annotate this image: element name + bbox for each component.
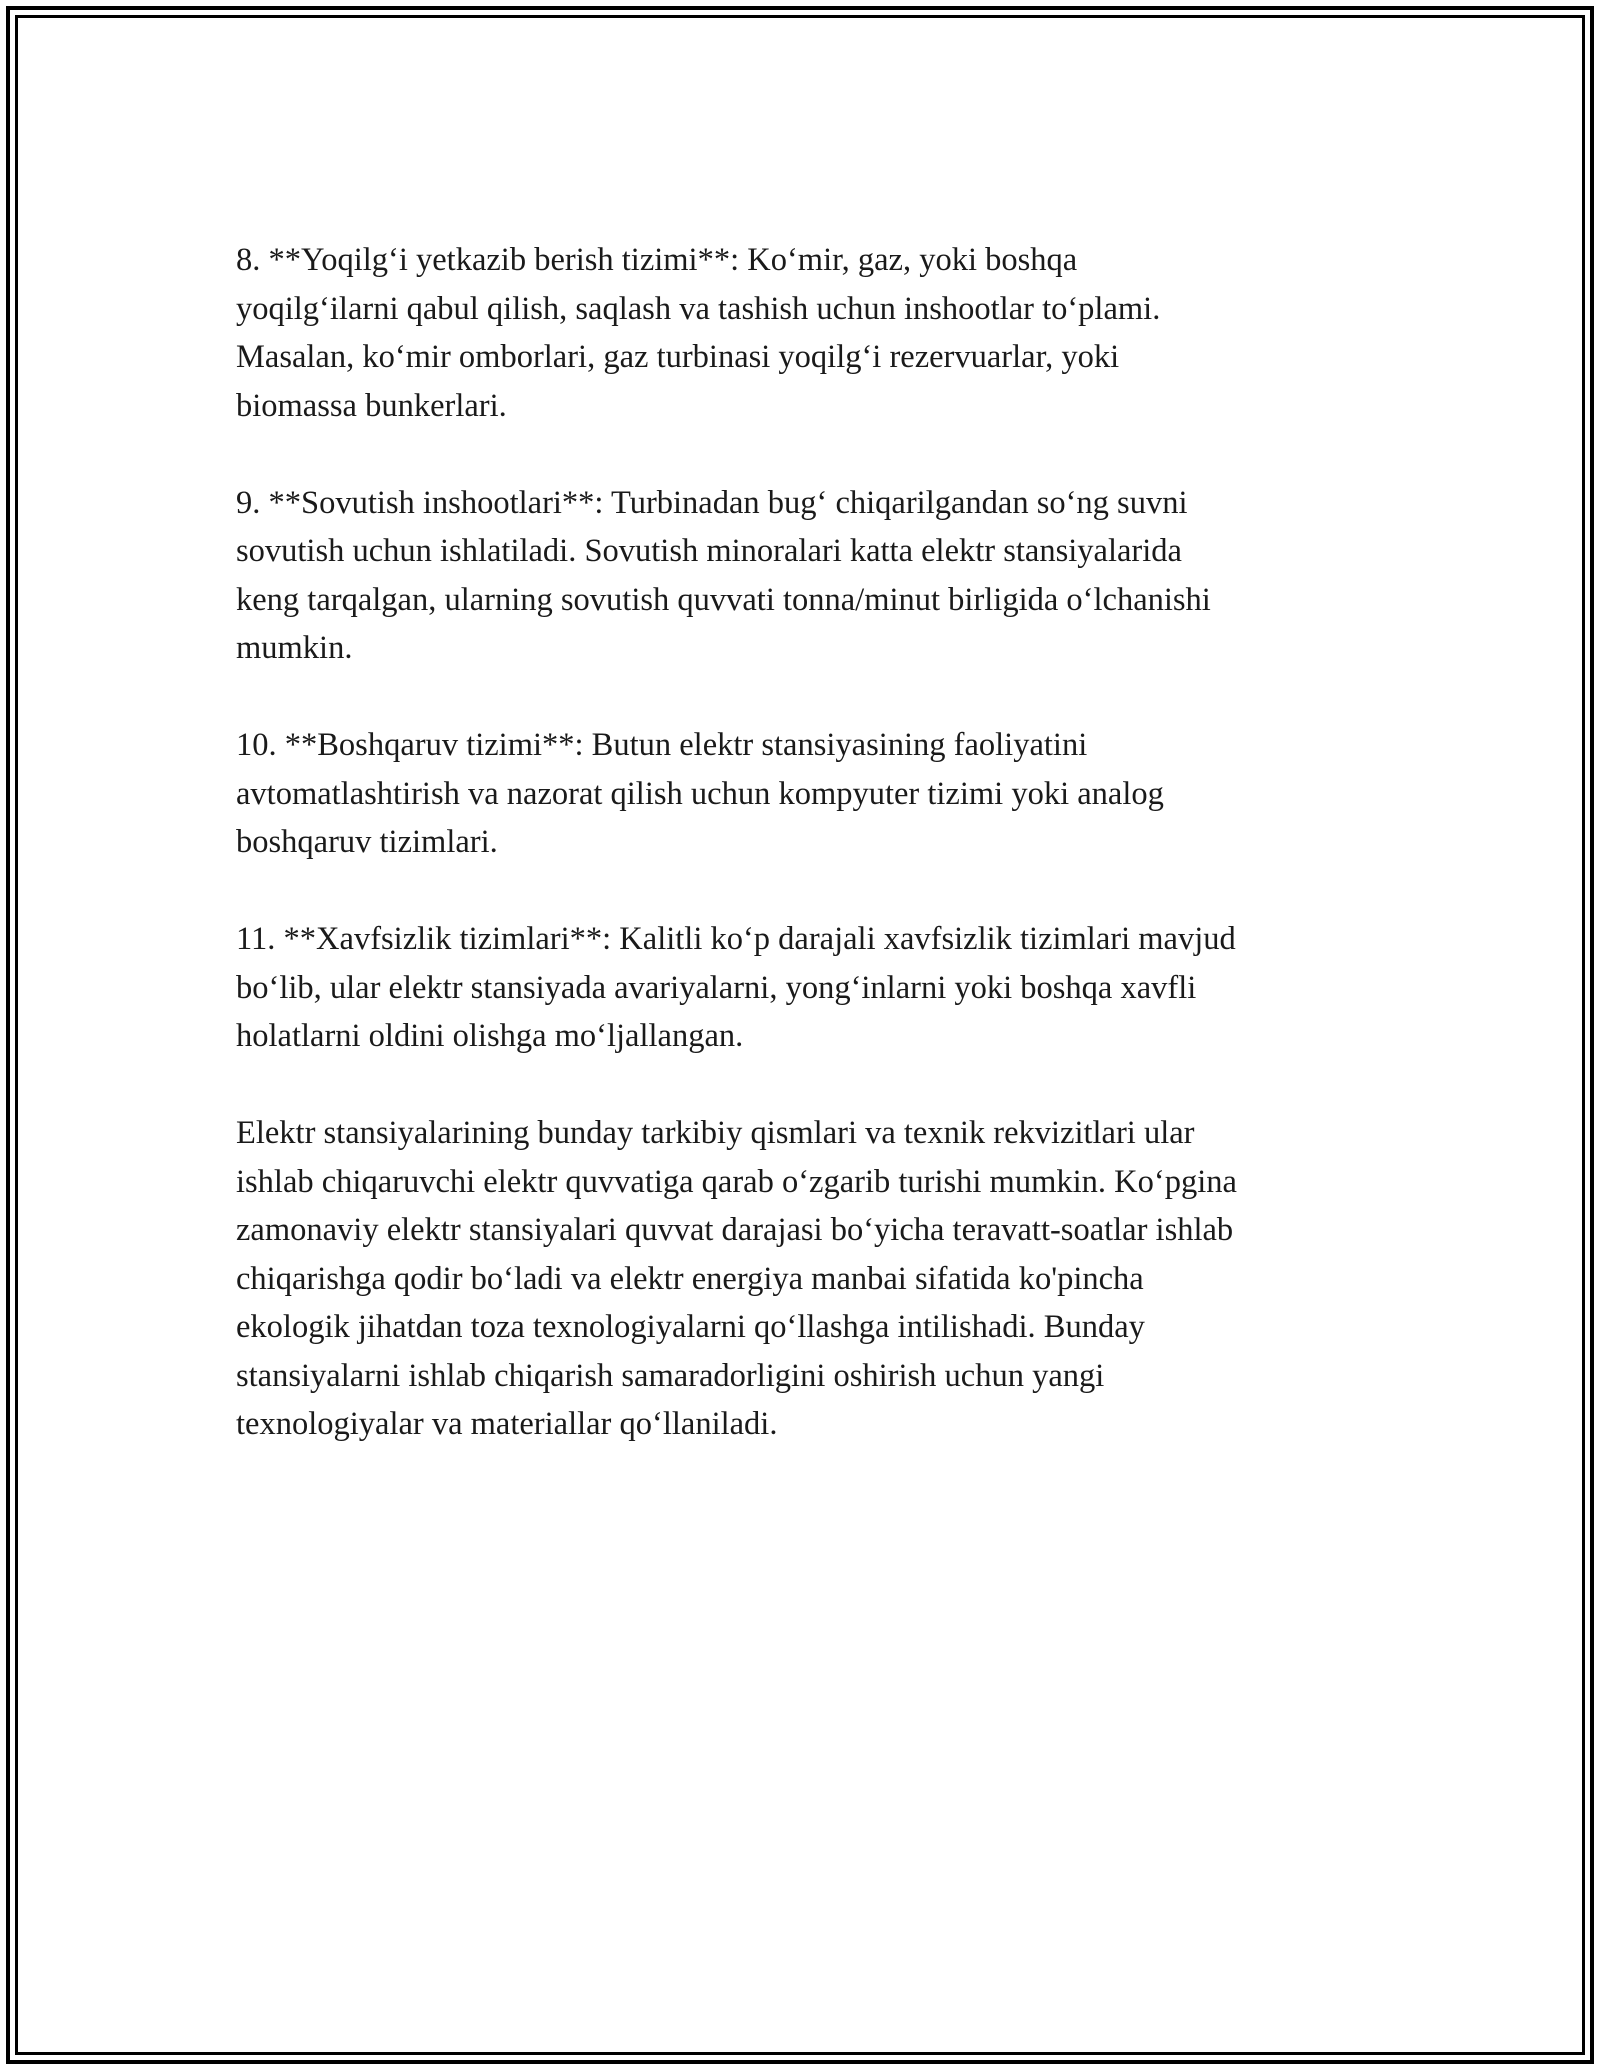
list-item-cooling-facilities: 9. **Sovutish inshootlari**: Turbinadan bug‘ chiqarilgandan so‘ng suvni sovutish uchun ishlatiladi. Sovutish minoralari katta elektr stansiyalarida keng tarqalgan, ularning sovutish quvvati tonna/minut birligida o‘lchanishi mumkin. xyxy=(236,484,1211,666)
list-item-fuel-supply: 8. **Yoqilg‘i yetkazib berish tizimi**: Ko‘mir, gaz, yoki boshqa yoqilg‘ilarni qabul qilish, saqlash va tashish uchun inshootlar to‘plami. Masalan, ko‘mir omborlari, gaz turbinasi yoqilg‘i rezervuarlar, yoki biomassa bunkerlari. xyxy=(236,242,1161,424)
list-item-control-system: 10. **Boshqaruv tizimi**: Butun elektr stansiyasining faoliyatini avtomatlashtirish va nazorat qilish uchun kompyuter tizimi yoki analog boshqaruv tizimlari. xyxy=(236,727,1164,860)
list-item-safety-systems: 11. **Xavfsizlik tizimlari**: Kalitli ko‘p darajali xavfsizlik tizimlari mavjud bo‘lib, ular elektr stansiyada avariyalarni, yong‘inlarni yoki boshqa xavfli holatlarni oldini olishga mo‘ljallangan. xyxy=(236,921,1236,1054)
summary-paragraph: Elektr stansiyalarining bunday tarkibiy qismlari va texnik rekvizitlari ular ishlab chiqaruvchi elektr quvvatiga qarab o‘zgarib turishi mumkin. Ko‘pgina zamonaviy elektr stansiyalari quvvat darajasi bo‘yicha teravatt-soatlar ishlab chiqarishga qodir bo‘ladi va elektr energiya manbai sifatida ko'pincha ekologik jihatdan toza texnologiyalarni qo‘llashga intilishadi. Bunday stansiyalarni ishlab chiqarish samaradorligini oshirish uchun yangi texnologiyalar va materiallar qo‘llaniladi. xyxy=(236,1115,1237,1442)
document-body xyxy=(236,236,1376,1497)
